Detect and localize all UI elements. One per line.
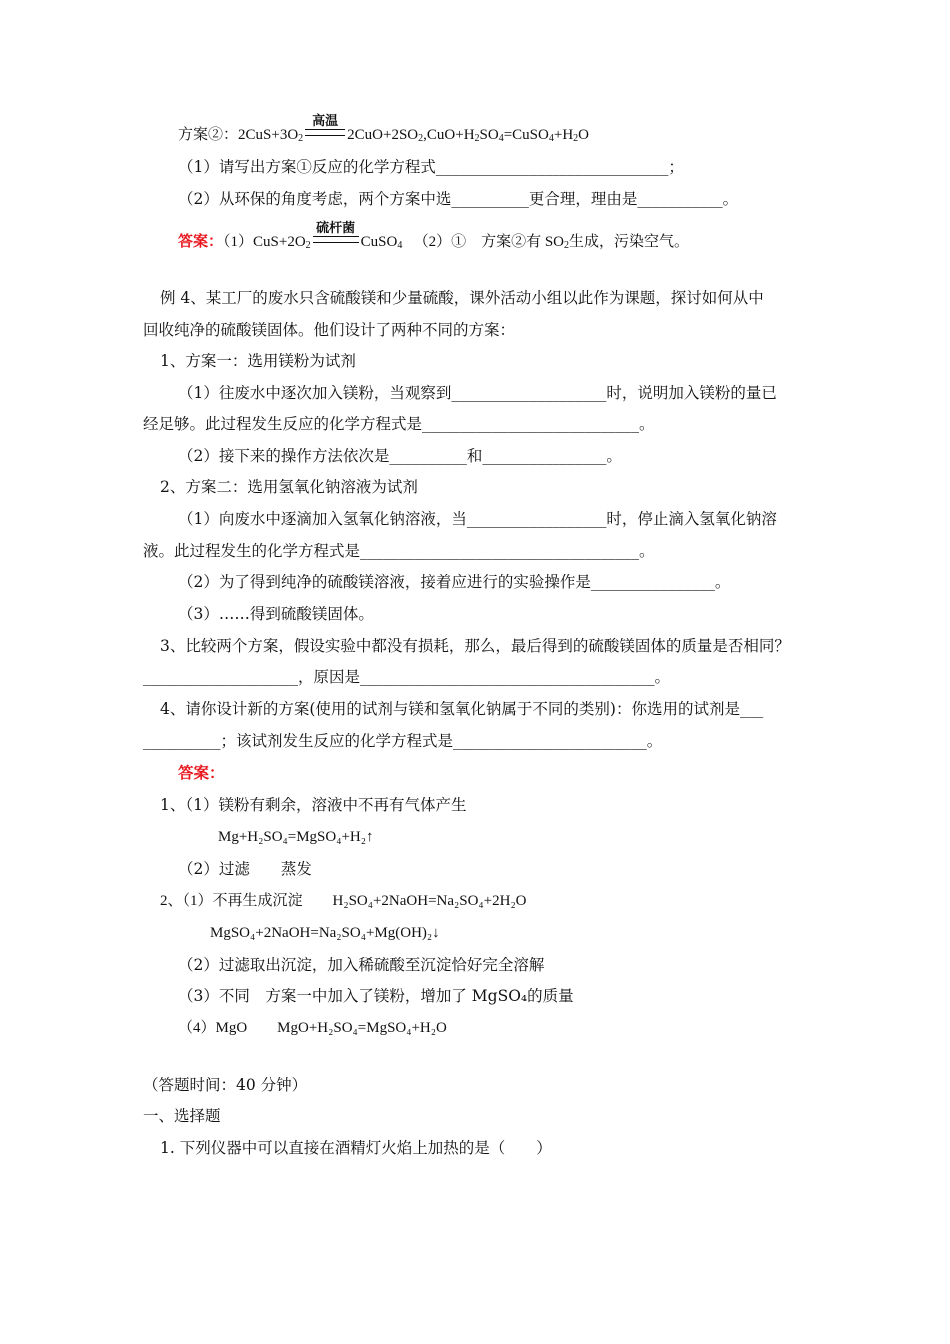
- eq-right-f: O: [578, 127, 589, 143]
- plan2-heading: 2、方案二：选用氢氧化钠溶液为试剂: [160, 478, 418, 496]
- condition-label: 高温: [312, 114, 339, 129]
- plan1-q1-line1: （1）往废水中逐次加入镁粉，当观察到____________________时，说明加入镁粉的量已: [178, 384, 777, 402]
- question4-line1: 4、请你设计新的方案(使用的试剂与镁和氢氧化钠属于不同的类别)：你选用的试剂是___: [160, 700, 764, 718]
- answer-time: （答题时间：40 分钟）: [143, 1076, 308, 1094]
- plan2-q1-line2: 液。此过程发生的化学方程式是____________________________________。: [143, 542, 655, 560]
- answer2-2b: （2）过滤取出沉淀，加入稀硫酸至沉淀恰好完全溶解: [178, 956, 545, 974]
- reaction-condition-arrow: [305, 114, 345, 139]
- example4-line2: 回收纯净的硫酸镁固体。他们设计了两种不同的方案：: [143, 321, 516, 339]
- plan1-heading: 1、方案一：选用镁粉为试剂: [160, 352, 356, 370]
- answer2-2d: （4）MgO MgO+H₂SO₄=MgSO₄+H₂O: [178, 1020, 447, 1036]
- answer2-eq1: Mg+H₂SO₄=MgSO₄+H₂↑: [218, 829, 374, 845]
- answer2-2c: （3）不同 方案一中加入了镁粉，增加了 MgSO₄的质量: [178, 987, 574, 1005]
- example4-line1: 例 4、某工厂的废水只含硫酸镁和少量硫酸，课外活动小组以此作为课题，探讨如何从中: [160, 289, 764, 307]
- answer2-2: 2、（1）不再生成沉淀 H₂SO₄+2NaOH=Na₂SO₄+2H₂O: [160, 893, 527, 909]
- plan1-q2: （2）接下来的操作方法依次是__________和________________。: [178, 447, 622, 465]
- answer-label-2: 答案：: [178, 764, 225, 782]
- eq-left: 2CuS+3O: [238, 127, 299, 143]
- plan2-q2: （2）为了得到纯净的硫酸镁溶液，接着应进行的实验操作是________________。: [178, 573, 731, 591]
- eq-right-d: =CuSO: [503, 127, 549, 143]
- condition-label: 硫杆菌: [316, 221, 356, 236]
- question-2: （2）从环保的角度考虑，两个方案中选__________更合理，理由是___________。: [178, 190, 739, 208]
- ans1-a: （1）CuS+2O: [223, 234, 306, 250]
- ans1-c: （2）① 方案②有 SO: [413, 234, 565, 250]
- answer2-eq2: MgSO₄+2NaOH=Na₂SO₄+Mg(OH)₂↓: [210, 925, 440, 941]
- answer2-1b: （2）过滤 蒸发: [178, 860, 312, 878]
- choice-question-1: 1. 下列仪器中可以直接在酒精灯火焰上加热的是（ ）: [160, 1139, 552, 1157]
- reaction-condition-arrow: [313, 221, 359, 246]
- question4-line2: __________；该试剂发生反应的化学方程式是_________________________。: [143, 732, 663, 750]
- answer2-1: 1、（1）镁粉有剩余，溶液中不再有气体产生: [160, 796, 467, 814]
- plan1-q1-line2: 经足够。此过程发生反应的化学方程式是____________________________。: [143, 415, 655, 433]
- eq-right-a: 2CuO+2SO: [347, 127, 419, 143]
- eq-right-e: +H: [553, 127, 574, 143]
- ans1-d: 生成，污染空气。: [569, 234, 690, 250]
- scheme2-prefix: 方案②：: [178, 127, 239, 143]
- question-1: （1）请写出方案①反应的化学方程式______________________________；: [178, 158, 684, 176]
- ans1-b: CuSO: [360, 234, 398, 250]
- answer-label: 答案：: [178, 232, 224, 250]
- plan2-q1-line1: （1）向废水中逐滴加入氢氧化钠溶液，当__________________时，停止滴入氢氧化钠溶: [178, 510, 777, 528]
- eq-right-b: ,CuO+H: [423, 127, 475, 143]
- question3-line1: 3、比较两个方案，假设实验中都没有损耗，那么，最后得到的硫酸镁固体的质量是否相同？: [160, 637, 790, 655]
- question3-line2: ____________________，原因是______________________________________。: [143, 668, 671, 686]
- scheme2-equation: 方案②：$2CuS+3O_2$ 高温 $2CuO+2SO_2,CuO+H_2SO_4=CuSO_4+H_2O$: [178, 114, 589, 144]
- eq-right-c: SO: [479, 127, 499, 143]
- plan2-q3: （3）……得到硫酸镁固体。: [178, 605, 374, 623]
- section-heading: 一、选择题: [143, 1107, 221, 1125]
- answer-block-1: 答案：$(1)CuS+2O_2$ 硫杆菌 CuSO$_4$ （2）① 方案②有 $SO_2$生成，污染空气。: [178, 221, 690, 251]
